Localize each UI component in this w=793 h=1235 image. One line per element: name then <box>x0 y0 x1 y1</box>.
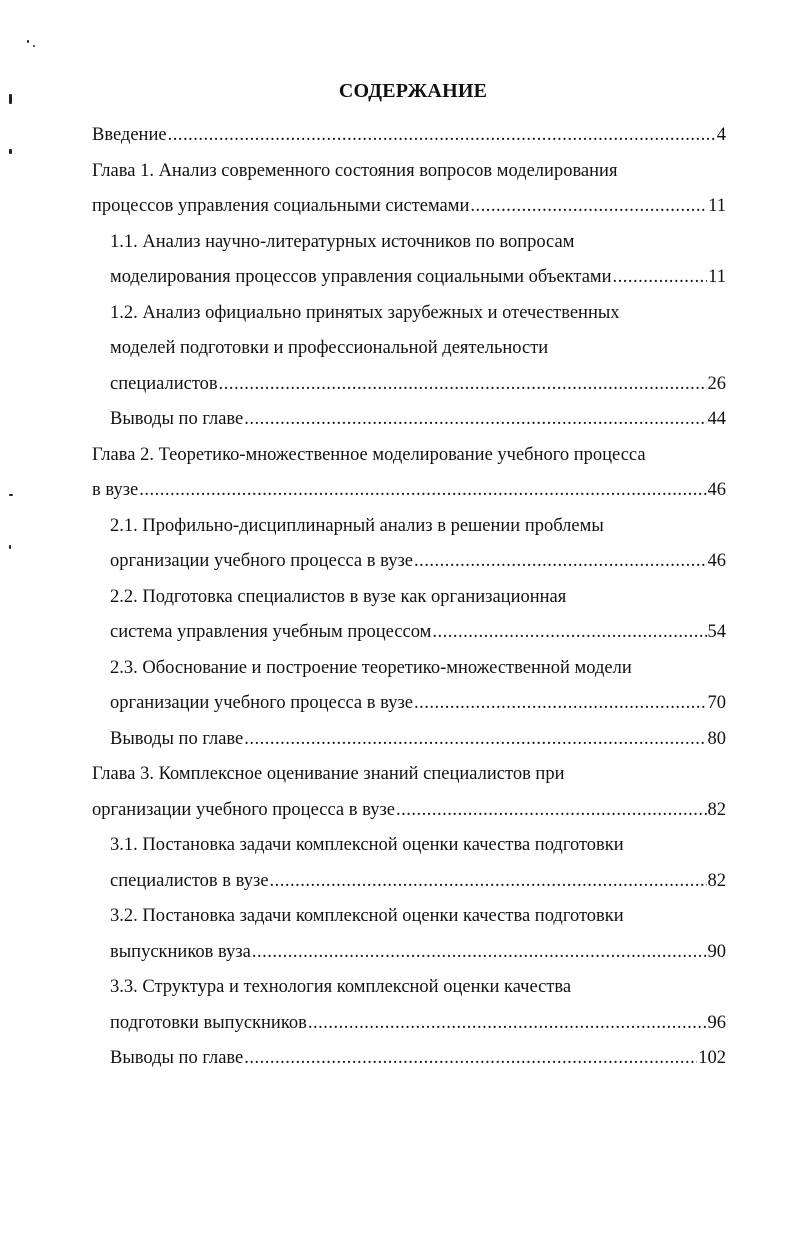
toc-entry-text: Введение <box>92 125 167 145</box>
toc-entry-text: организации учебного процесса в вузе <box>110 551 413 571</box>
toc-line <box>110 260 726 296</box>
toc-dot-leader <box>244 1041 697 1077</box>
toc-line <box>92 473 726 509</box>
scan-speck <box>9 149 12 154</box>
toc-line <box>110 686 726 722</box>
toc-dot-leader <box>308 1006 707 1042</box>
toc-entry-text: 2.1. Профильно-дисциплинарный анализ в решении проблемы <box>110 515 604 536</box>
toc-line <box>92 438 726 474</box>
toc-page-number: 46 <box>707 480 726 500</box>
toc-entry-text: выпускников вуза <box>110 941 251 962</box>
toc-line <box>110 402 726 438</box>
toc-dot-leader <box>139 473 706 509</box>
toc-line <box>110 864 726 900</box>
toc-page-number: 4 <box>716 125 726 145</box>
toc-line <box>110 722 726 758</box>
scan-speck <box>27 40 29 43</box>
toc-page-number: 102 <box>698 1048 726 1068</box>
toc-line <box>110 651 726 687</box>
toc-line <box>92 118 726 154</box>
toc-page-number: 82 <box>707 799 726 820</box>
toc-entry-text: 1.2. Анализ официально принятых зарубежных и отечественных <box>110 302 620 323</box>
toc-line <box>110 970 726 1006</box>
toc-entry-text: моделей подготовки и профессиональной деятельности <box>110 338 549 358</box>
toc-page-number: 54 <box>707 622 726 642</box>
toc-dot-leader <box>414 544 707 580</box>
toc-entry-text: Выводы по главе <box>110 728 244 749</box>
toc-dot-leader <box>432 615 706 651</box>
toc-page-number: 11 <box>708 267 726 287</box>
toc-page-number: 80 <box>707 728 726 749</box>
toc-line <box>110 899 726 935</box>
toc-dot-leader <box>252 935 707 971</box>
toc-entry-text: Выводы по главе <box>110 409 244 429</box>
toc-entry-text: 1.1. Анализ научно-литературных источников по вопросам <box>110 231 575 252</box>
toc-line <box>110 225 726 261</box>
scan-speck <box>9 494 13 496</box>
toc-line <box>110 935 726 971</box>
toc-entry-text: Глава 3. Комплексное оценивание знаний специалистов при <box>92 764 565 784</box>
toc-dot-leader <box>414 686 707 722</box>
toc-line <box>110 580 726 616</box>
toc-page-number: 96 <box>707 1012 726 1033</box>
toc-entry-text: специалистов в вузе <box>110 870 269 891</box>
toc-line <box>110 509 726 545</box>
table-of-contents <box>92 118 726 1077</box>
toc-line <box>110 828 726 864</box>
toc-dot-leader <box>270 864 707 900</box>
toc-page-number: 70 <box>707 693 726 713</box>
toc-line <box>92 154 726 190</box>
toc-line <box>92 757 726 793</box>
toc-entry-text: 3.1. Постановка задачи комплексной оценки качества подготовки <box>110 835 624 855</box>
toc-entry-text: 3.3. Структура и технология комплексной оценки качества <box>110 977 572 997</box>
toc-dot-leader <box>168 118 716 154</box>
toc-dot-leader <box>613 260 708 296</box>
toc-entry-text: подготовки выпускников <box>110 1012 307 1033</box>
toc-page-number: 11 <box>708 196 726 216</box>
toc-entry-text: организации учебного процесса в вузе <box>92 799 395 820</box>
toc-entry-text: Глава 1. Анализ современного состояния вопросов моделирования <box>92 160 618 181</box>
scan-speck <box>9 545 11 549</box>
toc-line <box>110 544 726 580</box>
toc-entry-text: 2.2. Подготовка специалистов в вузе как организационная <box>110 586 567 607</box>
toc-entry-text: в вузе <box>92 480 139 500</box>
toc-page-number: 44 <box>707 409 726 429</box>
toc-line <box>110 1041 726 1077</box>
toc-dot-leader <box>470 189 707 225</box>
toc-page-number: 82 <box>707 870 726 891</box>
toc-line <box>110 615 726 651</box>
toc-entry-text: 3.2. Постановка задачи комплексной оценки качества подготовки <box>110 906 624 926</box>
toc-line <box>110 1006 726 1042</box>
toc-dot-leader <box>244 722 706 758</box>
toc-dot-leader <box>244 402 706 438</box>
toc-entry-text: организации учебного процесса в вузе <box>110 693 413 713</box>
toc-line <box>110 367 726 403</box>
toc-line <box>110 331 726 367</box>
toc-dot-leader <box>219 367 707 403</box>
toc-entry-text: система управления учебным процессом <box>110 622 432 642</box>
toc-page-number: 46 <box>707 551 726 571</box>
toc-entry-text: Глава 2. Теоретико-множественное моделирование учебного процесса <box>92 444 646 465</box>
toc-line <box>110 296 726 332</box>
toc-entry-text: моделирования процессов управления социальными объектами <box>110 267 612 287</box>
toc-entry-text: 2.3. Обоснование и построение теоретико-множественной модели <box>110 657 632 678</box>
page-title: СОДЕРЖАНИЕ <box>338 80 488 102</box>
toc-page-number: 26 <box>707 373 726 394</box>
toc-entry-text: процессов управления социальными системами <box>92 196 470 216</box>
toc-dot-leader <box>396 793 707 829</box>
toc-page-number: 90 <box>707 941 726 962</box>
toc-entry-text: Выводы по главе <box>110 1048 244 1068</box>
toc-line <box>92 793 726 829</box>
toc-entry-text: специалистов <box>110 373 218 394</box>
toc-line <box>92 189 726 225</box>
scan-speck <box>33 45 35 47</box>
